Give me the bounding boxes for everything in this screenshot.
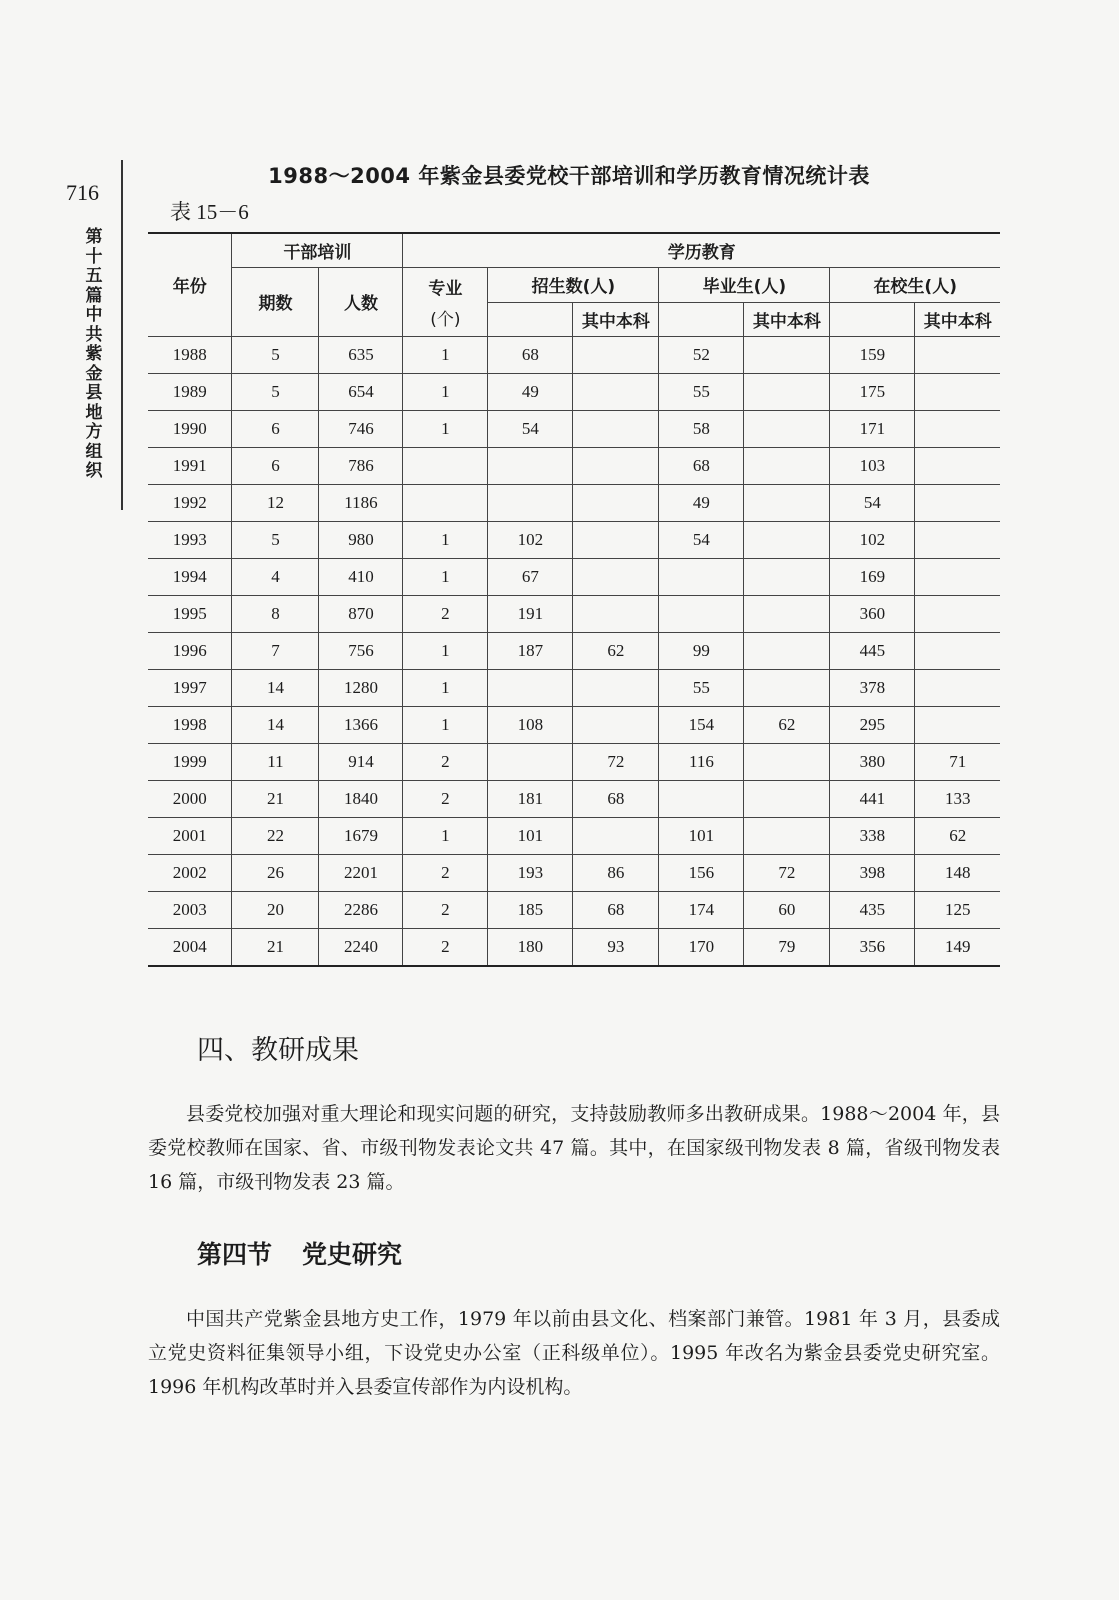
header-cadre-training: 干部培训 <box>232 233 403 267</box>
cell-people: 2286 <box>319 891 403 928</box>
cell-year: 1997 <box>148 669 232 706</box>
cell-in-school-bachelor <box>915 706 1000 743</box>
cell-in-school-bachelor: 71 <box>915 743 1000 780</box>
cell-in-school-bachelor <box>915 336 1000 373</box>
cell-in-school: 175 <box>830 373 915 410</box>
cell-in-school: 378 <box>830 669 915 706</box>
cell-year: 1990 <box>148 410 232 447</box>
header-education: 学历教育 <box>403 233 1000 267</box>
cell-people: 410 <box>319 558 403 595</box>
cell-people: 654 <box>319 373 403 410</box>
cell-people: 914 <box>319 743 403 780</box>
table-row <box>148 410 1000 447</box>
cell-enrollment: 193 <box>488 854 573 891</box>
header-major-unit: (个) <box>430 309 461 330</box>
table-row <box>148 743 1000 780</box>
cell-major: 1 <box>403 817 488 854</box>
cell-graduates-bachelor: 60 <box>744 891 830 928</box>
cell-enrollment-bachelor: 93 <box>573 928 659 966</box>
cell-enrollment-bachelor <box>573 558 659 595</box>
cell-enrollment-bachelor <box>573 817 659 854</box>
cell-sessions: 21 <box>232 780 319 817</box>
cell-sessions: 5 <box>232 373 319 410</box>
cell-people: 2240 <box>319 928 403 966</box>
cell-year: 2003 <box>148 891 232 928</box>
cell-in-school: 360 <box>830 595 915 632</box>
cell-people: 1840 <box>319 780 403 817</box>
cell-people: 870 <box>319 595 403 632</box>
cell-major: 1 <box>403 669 488 706</box>
cell-enrollment: 102 <box>488 521 573 558</box>
header-graduates-bachelor: 其中本科 <box>744 302 830 336</box>
cell-graduates-bachelor <box>744 336 830 373</box>
table-row <box>148 336 1000 373</box>
cell-graduates: 55 <box>659 669 744 706</box>
cell-year: 1998 <box>148 706 232 743</box>
cell-sessions: 5 <box>232 336 319 373</box>
table-row <box>148 447 1000 484</box>
cell-major: 1 <box>403 558 488 595</box>
cell-in-school: 445 <box>830 632 915 669</box>
cell-in-school-bachelor <box>915 558 1000 595</box>
cell-graduates: 154 <box>659 706 744 743</box>
cell-in-school: 103 <box>830 447 915 484</box>
cell-year: 1995 <box>148 595 232 632</box>
cell-graduates-bachelor <box>744 447 830 484</box>
cell-enrollment-bachelor <box>573 595 659 632</box>
cell-graduates: 49 <box>659 484 744 521</box>
cell-enrollment: 49 <box>488 373 573 410</box>
cell-year: 1996 <box>148 632 232 669</box>
cell-sessions: 26 <box>232 854 319 891</box>
cell-graduates: 55 <box>659 373 744 410</box>
cell-in-school-bachelor <box>915 373 1000 410</box>
cell-year: 1994 <box>148 558 232 595</box>
cell-year: 1989 <box>148 373 232 410</box>
cell-graduates-bachelor <box>744 595 830 632</box>
cell-graduates-bachelor <box>744 817 830 854</box>
table-row <box>148 484 1000 521</box>
cell-in-school-bachelor <box>915 521 1000 558</box>
cell-enrollment: 181 <box>488 780 573 817</box>
header-enrollment-bachelor: 其中本科 <box>573 302 659 336</box>
cell-sessions: 21 <box>232 928 319 966</box>
cell-graduates-bachelor <box>744 558 830 595</box>
header-graduates: 毕业生(人) <box>659 267 830 302</box>
cell-major: 1 <box>403 336 488 373</box>
cell-graduates-bachelor <box>744 780 830 817</box>
cell-enrollment: 187 <box>488 632 573 669</box>
cell-enrollment-bachelor <box>573 336 659 373</box>
cell-enrollment <box>488 447 573 484</box>
table-row <box>148 595 1000 632</box>
cell-graduates-bachelor <box>744 632 830 669</box>
cell-sessions: 6 <box>232 447 319 484</box>
header-major-label: 专业 <box>428 278 463 299</box>
cell-enrollment <box>488 743 573 780</box>
cell-people: 1679 <box>319 817 403 854</box>
cell-year: 1999 <box>148 743 232 780</box>
cell-in-school-bachelor: 149 <box>915 928 1000 966</box>
cell-in-school: 159 <box>830 336 915 373</box>
cell-in-school: 435 <box>830 891 915 928</box>
cell-in-school-bachelor <box>915 632 1000 669</box>
cell-sessions: 11 <box>232 743 319 780</box>
header-in-school-bachelor: 其中本科 <box>915 302 1000 336</box>
cell-sessions: 20 <box>232 891 319 928</box>
cell-in-school-bachelor: 125 <box>915 891 1000 928</box>
cell-enrollment-bachelor <box>573 521 659 558</box>
cell-major <box>403 484 488 521</box>
cell-people: 980 <box>319 521 403 558</box>
cell-graduates: 58 <box>659 410 744 447</box>
cell-enrollment-bachelor: 68 <box>573 780 659 817</box>
cell-people: 746 <box>319 410 403 447</box>
table-row <box>148 891 1000 928</box>
cell-major: 1 <box>403 521 488 558</box>
cell-enrollment <box>488 484 573 521</box>
cell-enrollment-bachelor: 68 <box>573 891 659 928</box>
cell-in-school: 441 <box>830 780 915 817</box>
header-in-school: 在校生(人) <box>830 267 1000 302</box>
table-row <box>148 373 1000 410</box>
cell-enrollment-bachelor <box>573 373 659 410</box>
cell-enrollment-bachelor <box>573 706 659 743</box>
cell-graduates <box>659 595 744 632</box>
cell-sessions: 7 <box>232 632 319 669</box>
cell-sessions: 14 <box>232 669 319 706</box>
cell-year: 1993 <box>148 521 232 558</box>
cell-in-school-bachelor <box>915 484 1000 521</box>
cell-major: 2 <box>403 743 488 780</box>
cell-enrollment-bachelor <box>573 484 659 521</box>
cell-graduates: 156 <box>659 854 744 891</box>
cell-people: 2201 <box>319 854 403 891</box>
cell-enrollment: 108 <box>488 706 573 743</box>
cell-people: 635 <box>319 336 403 373</box>
cell-in-school-bachelor <box>915 447 1000 484</box>
cell-major: 1 <box>403 632 488 669</box>
table-row <box>148 817 1000 854</box>
cell-graduates-bachelor: 62 <box>744 706 830 743</box>
page-number: 716 <box>66 180 99 205</box>
cell-sessions: 22 <box>232 817 319 854</box>
table-row <box>148 632 1000 669</box>
cell-enrollment: 54 <box>488 410 573 447</box>
cell-year: 2002 <box>148 854 232 891</box>
subsection-title: 党史研究 <box>302 1240 403 1269</box>
cell-sessions: 8 <box>232 595 319 632</box>
section-heading: 四、教研成果 <box>197 1035 359 1066</box>
cell-graduates: 116 <box>659 743 744 780</box>
header-enrollment-total <box>488 302 573 336</box>
cell-in-school: 102 <box>830 521 915 558</box>
cell-graduates-bachelor <box>744 373 830 410</box>
cell-enrollment: 191 <box>488 595 573 632</box>
cell-in-school-bachelor: 148 <box>915 854 1000 891</box>
cell-major: 2 <box>403 780 488 817</box>
table-title: 1988～2004 年紫金县委党校干部培训和学历教育情况统计表 <box>268 164 870 188</box>
cell-enrollment-bachelor: 62 <box>573 632 659 669</box>
header-year: 年份 <box>148 233 232 336</box>
cell-in-school: 398 <box>830 854 915 891</box>
cell-year: 2001 <box>148 817 232 854</box>
table-row <box>148 558 1000 595</box>
section-paragraph: 县委党校加强对重大理论和现实问题的研究，支持鼓励教师多出教研成果。1988～2004 年，县委党校教师在国家、省、市级刊物发表论文共 47 篇。其中，在国家级刊物发表 8 篇，省级刊物发表 16 篇，市级刊物发表 23 篇。 <box>148 1103 1000 1193</box>
cell-graduates: 101 <box>659 817 744 854</box>
cell-in-school-bachelor: 62 <box>915 817 1000 854</box>
header-people: 人数 <box>319 267 403 336</box>
cell-major: 1 <box>403 410 488 447</box>
cell-people: 786 <box>319 447 403 484</box>
cell-in-school-bachelor <box>915 595 1000 632</box>
subsection-paragraph: 中国共产党紫金县地方史工作，1979 年以前由县文化、档案部门兼管。1981 年 3 月，县委成立党史资料征集领导小组，下设党史办公室（正科级单位）。1995 年改名为紫金县委党史研究室。1996 年机构改革时并入县委宣传部作为内设机构。 <box>148 1308 1000 1398</box>
cell-people: 1186 <box>319 484 403 521</box>
cell-in-school-bachelor: 133 <box>915 780 1000 817</box>
cell-graduates <box>659 558 744 595</box>
cell-graduates-bachelor <box>744 410 830 447</box>
cell-graduates: 52 <box>659 336 744 373</box>
cell-sessions: 6 <box>232 410 319 447</box>
header-graduates-total <box>659 302 744 336</box>
cell-graduates: 54 <box>659 521 744 558</box>
cell-enrollment: 180 <box>488 928 573 966</box>
table-row <box>148 521 1000 558</box>
cell-major <box>403 447 488 484</box>
margin-rule <box>121 160 123 510</box>
table-row <box>148 928 1000 966</box>
cell-people: 1366 <box>319 706 403 743</box>
cell-people: 1280 <box>319 669 403 706</box>
cell-sessions: 4 <box>232 558 319 595</box>
cell-graduates-bachelor: 72 <box>744 854 830 891</box>
cell-year: 2004 <box>148 928 232 966</box>
cell-sessions: 12 <box>232 484 319 521</box>
cell-enrollment-bachelor: 86 <box>573 854 659 891</box>
cell-enrollment-bachelor: 72 <box>573 743 659 780</box>
cell-graduates-bachelor <box>744 669 830 706</box>
table-number: 表 15－6 <box>170 200 249 224</box>
cell-people: 756 <box>319 632 403 669</box>
cell-graduates: 174 <box>659 891 744 928</box>
cell-enrollment <box>488 669 573 706</box>
table-row <box>148 706 1000 743</box>
cell-enrollment: 185 <box>488 891 573 928</box>
header-enrollment: 招生数(人) <box>488 267 659 302</box>
cell-enrollment: 67 <box>488 558 573 595</box>
cell-sessions: 5 <box>232 521 319 558</box>
cell-graduates: 99 <box>659 632 744 669</box>
cell-graduates-bachelor <box>744 521 830 558</box>
cell-graduates-bachelor <box>744 743 830 780</box>
cell-graduates: 170 <box>659 928 744 966</box>
cell-major: 2 <box>403 891 488 928</box>
cell-enrollment-bachelor <box>573 410 659 447</box>
side-chapter-title: 第十五篇 中共紫金县地方组织 <box>85 227 103 481</box>
cell-in-school: 338 <box>830 817 915 854</box>
header-major <box>403 267 488 336</box>
cell-in-school-bachelor <box>915 410 1000 447</box>
table-row <box>148 780 1000 817</box>
cell-in-school: 356 <box>830 928 915 966</box>
cell-in-school-bachelor <box>915 669 1000 706</box>
statistics-table <box>148 232 1000 967</box>
cell-in-school: 171 <box>830 410 915 447</box>
cell-enrollment: 68 <box>488 336 573 373</box>
subsection-heading <box>197 1235 402 1271</box>
cell-major: 2 <box>403 595 488 632</box>
cell-year: 1992 <box>148 484 232 521</box>
cell-year: 1988 <box>148 336 232 373</box>
cell-major: 2 <box>403 928 488 966</box>
cell-sessions: 14 <box>232 706 319 743</box>
header-in-school-total <box>830 302 915 336</box>
cell-year: 1991 <box>148 447 232 484</box>
header-sessions: 期数 <box>232 267 319 336</box>
cell-enrollment-bachelor <box>573 447 659 484</box>
cell-enrollment-bachelor <box>573 669 659 706</box>
cell-enrollment: 101 <box>488 817 573 854</box>
cell-major: 1 <box>403 373 488 410</box>
subsection-number: 第四节 <box>197 1240 273 1269</box>
cell-year: 2000 <box>148 780 232 817</box>
cell-in-school: 295 <box>830 706 915 743</box>
cell-in-school: 380 <box>830 743 915 780</box>
cell-in-school: 54 <box>830 484 915 521</box>
table-row <box>148 854 1000 891</box>
cell-major: 2 <box>403 854 488 891</box>
cell-major: 1 <box>403 706 488 743</box>
cell-graduates: 68 <box>659 447 744 484</box>
cell-graduates-bachelor: 79 <box>744 928 830 966</box>
table-row <box>148 669 1000 706</box>
cell-graduates-bachelor <box>744 484 830 521</box>
cell-in-school: 169 <box>830 558 915 595</box>
cell-graduates <box>659 780 744 817</box>
